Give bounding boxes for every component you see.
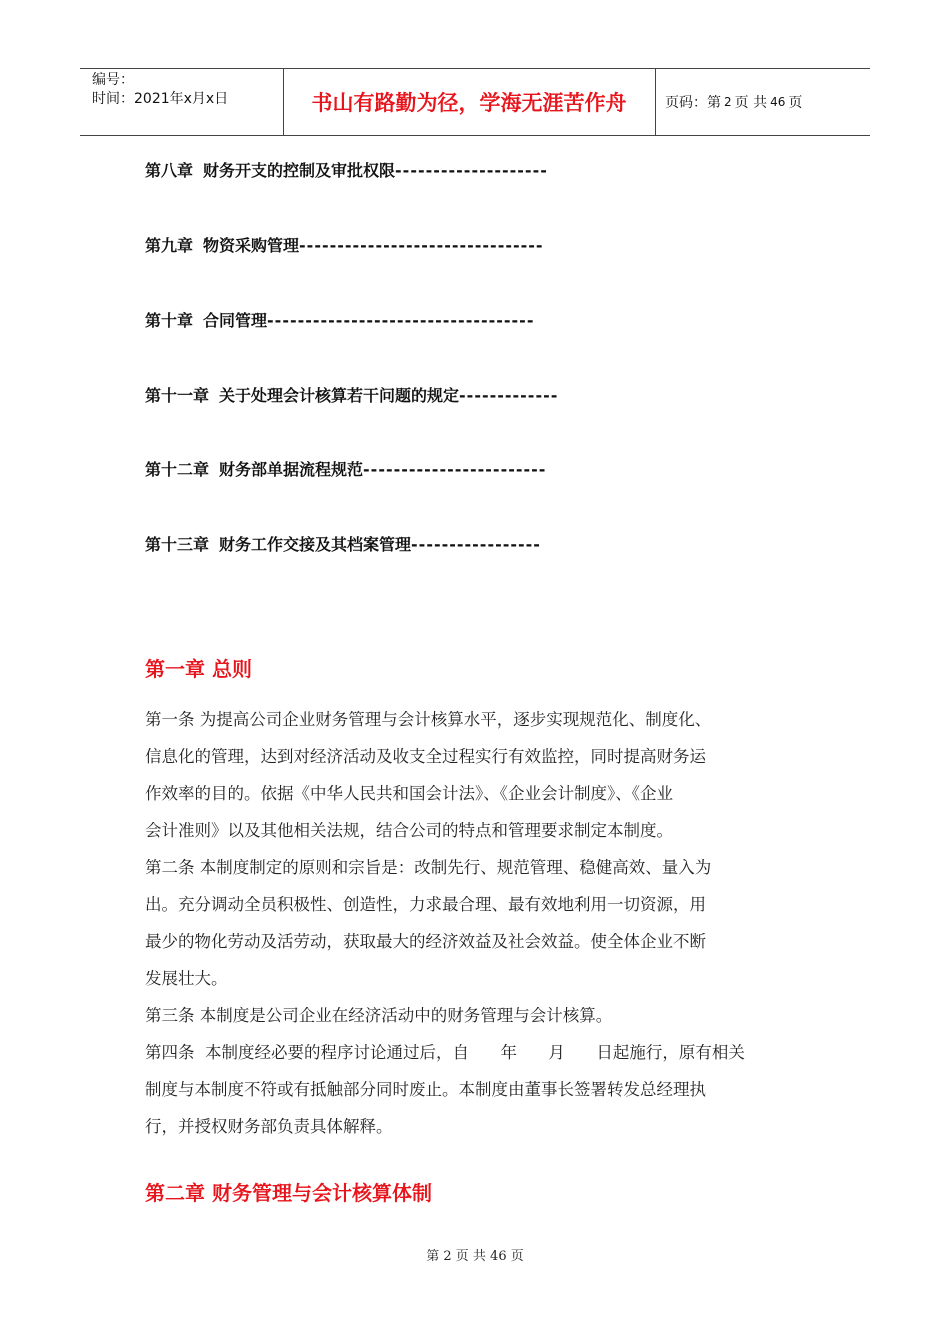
toc-chapter: 第十三章	[145, 535, 210, 554]
doc-id-label: 编号：	[92, 72, 134, 88]
body-line: 第二条 本制度制定的原则和宗旨是：改制先行、规范管理、稳健高效、量入为	[145, 858, 712, 877]
body-line: 第一条 为提高公司企业财务管理与会计核算水平，逐步实现规范化、制度化、	[145, 710, 712, 729]
body-line: 会计准则》以及其他相关法规，结合公司的特点和管理要求制定本制度。	[145, 821, 673, 840]
toc-title: 关于处理会计核算若干问题的规定	[219, 386, 460, 405]
toc-entry[interactable]	[145, 309, 635, 333]
header-divider	[655, 68, 656, 136]
toc-entry[interactable]	[145, 533, 635, 557]
toc-title: 物资采购管理	[203, 236, 300, 255]
toc-chapter: 第十二章	[145, 460, 210, 479]
toc-leader: -------------	[459, 386, 559, 405]
toc-entry[interactable]	[145, 458, 635, 482]
toc-title: 财务工作交接及其档案管理	[219, 535, 412, 554]
header-meta	[92, 71, 228, 109]
doc-date: 时间：2021年x月x日	[92, 91, 229, 107]
toc-leader: --------------------	[395, 161, 548, 180]
toc-title: 财务部单据流程规范	[219, 460, 364, 479]
toc-leader: ------------------------	[363, 460, 547, 479]
page-suffix: 页	[788, 95, 803, 111]
body-line: 第三条 本制度是公司企业在经济活动中的财务管理与会计核算。	[145, 1006, 613, 1025]
header-page-info	[665, 68, 802, 136]
chapter-heading: 第二章 财务管理与会计核算体制	[145, 1181, 432, 1205]
page-current: 2	[724, 95, 732, 109]
toc-chapter: 第十一章	[145, 386, 210, 405]
body-line: 发展壮大。	[145, 969, 228, 988]
page-footer: 第 2 页 共 46 页	[426, 1249, 524, 1264]
body-line: 行，并授权财务部负责具体解释。	[145, 1117, 393, 1136]
page-total: 46	[770, 95, 786, 109]
toc-leader: -----------------	[411, 535, 541, 554]
body-line: 最少的物化劳动及活劳动，获取最大的经济效益及社会效益。使全体企业不断	[145, 932, 706, 951]
toc-entry[interactable]	[145, 159, 635, 183]
toc-title: 合同管理	[203, 311, 268, 330]
toc-chapter: 第九章	[145, 236, 194, 255]
body-line: 制度与本制度不符或有抵触部分同时废止。本制度由董事长签署转发总经理执	[145, 1080, 706, 1099]
toc-leader: --------------------------------	[299, 236, 544, 255]
toc-chapter: 第十章	[145, 311, 194, 330]
header-motto: 书山有路勤为径，学海无涯苦作舟	[311, 90, 627, 115]
page-header	[80, 68, 870, 136]
page-prefix: 页码：第	[665, 95, 721, 111]
chapter-heading: 第一章 总则	[145, 657, 252, 681]
toc-entry[interactable]	[145, 234, 635, 258]
toc-leader: -----------------------------------	[267, 311, 535, 330]
toc-entry[interactable]	[145, 384, 635, 408]
chapter-body	[145, 701, 810, 1145]
toc-chapter: 第八章	[145, 161, 194, 180]
toc-title: 财务开支的控制及审批权限	[203, 161, 396, 180]
body-line: 出。充分调动全员积极性、创造性，力求最合理、最有效地利用一切资源，用	[145, 895, 706, 914]
body-line: 第四条 本制度经必要的程序讨论通过后，自 年 月 日起施行，原有相关	[145, 1043, 745, 1062]
body-line: 作效率的目的。依据《中华人民共和国会计法》、《企业会计制度》、《企业	[145, 784, 673, 803]
page-mid: 页 共	[734, 95, 768, 111]
body-line: 信息化的管理，达到对经济活动及收支全过程实行有效监控，同时提高财务运	[145, 747, 706, 766]
